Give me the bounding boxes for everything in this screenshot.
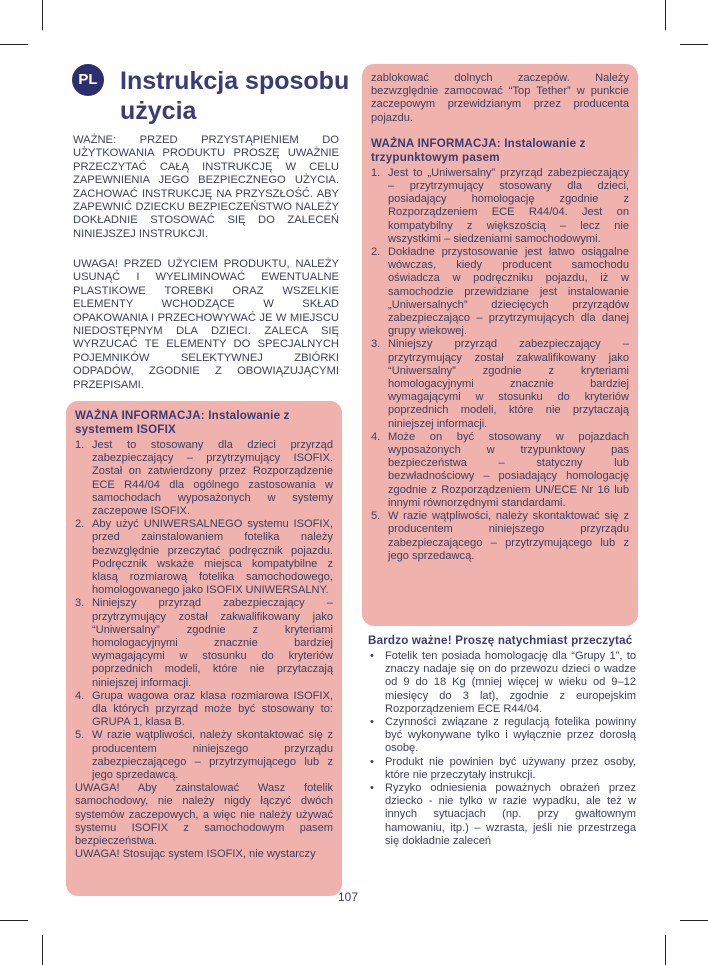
three-point-list <box>371 167 629 563</box>
important-section <box>368 634 636 848</box>
list-item: 4. Może on być stosowany w pojazdach wyposażonych w trzypunktowy pas bezpieczeństwa – statyczny lub bezwładnościowy – posiadający homologację zgodnie z Rozporządzeniem UN/ECE Nr 16 lub innymi równorzędnymi standardami. <box>371 430 629 509</box>
list-item: 5. W razie wątpliwości, należy skontaktować się z producentem niniejszego przyrządu zabezpieczającego – przytrzymującego lub z jego sprzedawcą. <box>371 510 629 562</box>
list-item: 1. Jest to „Uniwersalny” przyrząd zabezpieczający – przytrzymujący stosowany dla dzieci, posiadający homologację zgodnie z Rozporządzeniem ECE R44/04. Jest on kompatybilny z większością – lecz nie wszystkimi – siedzeniami samochodowymi. <box>371 166 629 245</box>
three-point-info-box <box>362 64 638 626</box>
list-item: • Produkt nie powinien być używany przez osoby, które nie przeczytały instrukcji. <box>370 755 636 781</box>
isofix-warning: UWAGA! Aby zainstalować Wasz fotelik samochodowy, nie należy nigdy łączyć dwóch systemów zaczepowych, a więc nie należy używać systemu ISOFIX z samochodowym pasem bezpieczeństwa. <box>75 782 333 848</box>
isofix-warning-cont: UWAGA! Stosując system ISOFIX, nie wystarczy <box>75 848 316 861</box>
important-list <box>368 650 636 848</box>
isofix-heading: WAŻNA INFORMACJA: Instalowanie z systemem ISOFIX <box>75 409 290 436</box>
page-title: Instrukcja sposobu użycia <box>120 67 350 125</box>
list-item: 2. Aby użyć UNIWERSALNEGO systemu ISOFIX, przed zainstalowaniem fotelika należy bezwzględnie przeczytać podręcznik pojazdu. Podręcznik wskaże miejsca kompatybilne z klasą rozmiarową fotelika samochodowego, homologowanego jako ISOFIX UNIWERSALNY. <box>75 518 333 597</box>
crop-mark <box>0 920 28 921</box>
crop-mark <box>680 920 708 921</box>
list-item: 1. Jest to stosowany dla dzieci przyrząd zabezpieczający – przytrzymujący ISOFIX. Został on zatwierdzony przez Rozporządzenie ECE R44/04 dla ogólnego zastosowania w samochodach wyposażonych w systemy zaczepowe ISOFIX. <box>75 439 333 518</box>
list-item: 3. Niniejszy przyrząd zabezpieczający – przytrzymujący został zakwalifikowany jako “Uniwersalny” zgodnie z kryteriami homologacyjnymi znacznie bardziej wymagającymi w stosunku do kryteriów poprzednich modeli, które nie przytaczają niniejszej informacji. <box>371 338 629 430</box>
crop-mark <box>665 935 666 965</box>
crop-mark <box>680 44 708 45</box>
language-badge: PL <box>72 64 104 96</box>
intro-warning: WAŻNE: PRZED PRZYSTĄPIENIEM DO UŻYTKOWANIA PRODUKTU PROSZĘ UWAŻNIE PRZECZYTAĆ CAŁĄ INSTRUKCJĘ W CELU ZAPEWNIENIA JEGO BEZPIECZNEGO UŻYCIA. ZACHOWAĆ INSTRUKCJĘ NA PRZYSZŁOŚĆ. ABY ZAPEWNIĆ DZIECKU BEZPIECZEŃSTWO NALEŻY DOKŁADNIE STOSOWAĆ SIĘ DO ZALECEŃ NINIEJSZEJ INSTRUKCJI. <box>73 134 339 240</box>
crop-mark <box>42 0 43 30</box>
list-item: • Fotelik ten posiada homologację dla “Grupy 1”, to znaczy nadaje się on do przewozu dzieci o wadze od 9 do 18 Kg (mniej więcej w wieku od 9–12 miesięcy do 3 lat), zgodnie z europejskim Rozporządzeniem ECE R44/04. <box>370 650 636 715</box>
crop-mark <box>42 935 43 965</box>
isofix-list <box>75 439 333 782</box>
list-item: 3. Niniejszy przyrząd zabezpieczający – przytrzymujący został zakwalifikowany jako “Uniwersalny” zgodnie z kryteriami homologacyjnymi znacznie bardziej wymagającymi w stosunku do kryteriów poprzednich modeli, które nie przytaczają niniejszej informacji. <box>75 597 333 689</box>
isofix-info-box <box>66 401 342 896</box>
crop-mark <box>665 0 666 30</box>
list-item: • Czynności związane z regulacją fotelika powinny być wykonywane tylko i wyłącznie przez dorosłą osobę. <box>370 716 636 755</box>
crop-mark <box>0 44 28 45</box>
important-heading: Bardzo ważne! Proszę natychmiast przeczytać <box>368 634 633 647</box>
continued-text: zablokować dolnych zaczepów. Należy bezwzględnie zamocować “Top Tether” w punkcie zaczepowym przewidzianym przez producenta pojazdu. <box>371 72 629 124</box>
intro-caution: UWAGA! PRZED UŻYCIEM PRODUKTU, NALEŻY USUNĄĆ I WYELIMINOWAĆ EWENTUALNE PLASTIKOWE TOREBKI ORAZ WSZELKIE ELEMENTY WCHODZĄCE W SKŁAD OPAKOWANIA I PRZECHOWYWAĆ JE W MIEJSCU NIEDOSTĘPNYM DLA DZIECI. ZALECA SIĘ WYRZUCAĆ TE ELEMENTY DO SPECJALNYCH POJEMNIKÓW SELEKTYWNEJ ZBIÓRKI ODPADÓW, ZGODNIE Z OBOWIĄZUJĄCYMI PRZEPISAMI. <box>73 258 339 391</box>
list-item: • Ryzyko odniesienia poważnych obrażeń przez dziecko - nie tylko w razie wypadku, ale też w innych sytuacjach (np. przy gwałtownym hamowaniu, itp.) – wzrasta, jeśli nie przestrzega się dokładnie zaleceń <box>370 782 636 847</box>
list-item: 4. Grupa wagowa oraz klasa rozmiarowa ISOFIX, dla których przyrząd może być stosowany to: GRUPA 1, klasa B. <box>75 689 333 729</box>
list-item: 2. Dokładne przystosowanie jest łatwo osiągalne wówczas, kiedy producent samochodu oświadcza w podręczniku pojazdu, iż w samochodzie przewidziane jest instalowanie „Uniwersalnych” dziecięcych przyrządów zabezpieczająco – przytrzymujących dla danej grupy wiekowej. <box>371 246 629 338</box>
page-number: 107 <box>338 890 359 904</box>
three-point-heading: WAŻNA INFORMACJA: Instalowanie z trzypunktowym pasem <box>371 136 586 164</box>
list-item: 5. W razie wątpliwości, należy skontaktować się z producentem niniejszego przyrządu zabezpieczającego – przytrzymującego lub z jego sprzedawcą. <box>75 729 333 782</box>
